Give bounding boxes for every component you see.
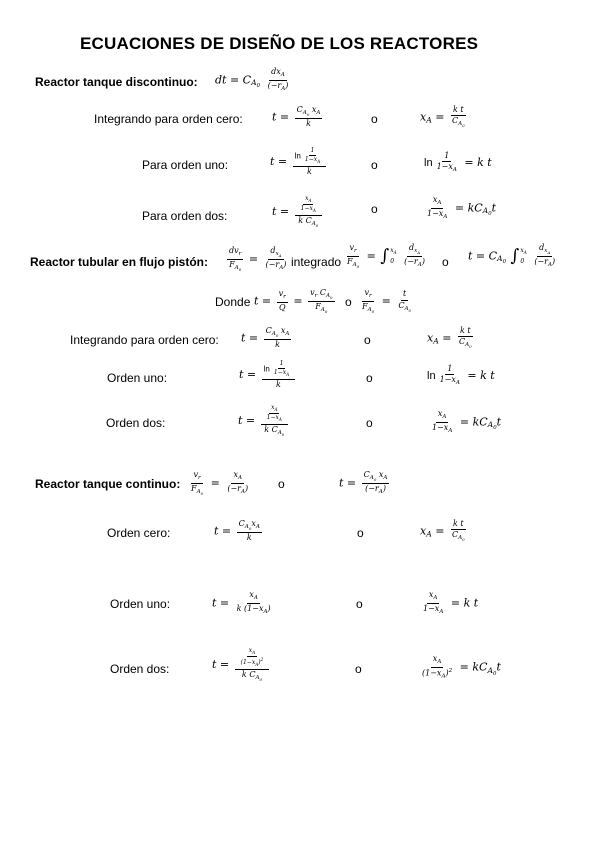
cstr-zero-or: o <box>357 526 364 540</box>
cstr-design-equation: $\frac{v_r}{F_{A_0}}$ = $\frac{x_A}{(-r_A)}$ <box>191 470 249 496</box>
batch-second-order-conversion: $\frac{x_A}{1-x_A}$ = $kC_{A_0}t$ <box>427 195 497 220</box>
batch-zero-or: o <box>371 112 378 126</box>
page-title: ECUACIONES DE DISEÑO DE LOS REACTORES <box>80 34 479 53</box>
pfr-second-order-time: t = $\frac{\frac{x_A}{1-x_A}}{k C_{A_0}}$ <box>238 405 290 437</box>
batch-first-order-time: t = ln $\frac{1}{1-x_A}$ k <box>270 148 328 176</box>
batch-heading: Reactor tanque discontinuo: <box>35 75 198 89</box>
batch-second-or: o <box>371 202 378 216</box>
batch-first-or: o <box>371 158 378 172</box>
batch-second-order-time: t = $\frac{\frac{x_A}{1-x_A}}{k C_{A_0}}$ <box>272 196 324 228</box>
cstr-first-or: o <box>356 597 363 611</box>
pfr-zero-order-time: t = $\frac{C_{A_0} x_A}{k}$ <box>241 326 290 350</box>
pfr-second-order-label: Orden dos: <box>106 416 166 430</box>
cstr-or: o <box>278 477 285 491</box>
pfr-zero-order-label: Integrando para orden cero: <box>70 333 219 347</box>
cstr-second-or: o <box>355 662 362 676</box>
pfr-first-order-conversion: ln $\frac{1}{1-x_A}$ = k t <box>427 364 495 387</box>
pfr-heading: Reactor tubular en flujo pistón: <box>30 255 209 269</box>
cstr-second-order-time: t = $\frac{\frac{x_A}{(1-x_A)^2}}{k C_{A_0}}$ <box>212 648 271 682</box>
pfr-integral-volume: $\frac{v_r}{F_{A_0}}$ = ∫ $x_A$ 0 $d_{x_A}$ $(-r_A)$ <box>347 243 425 269</box>
pfr-zero-order-conversion: $x_A$ = $\frac{\text{k t}}{C_{A_0}}$ <box>427 326 472 350</box>
pfr-where-or: o <box>345 295 352 309</box>
pfr-first-order-label: Orden uno: <box>107 371 168 385</box>
batch-first-order-label: Para orden uno: <box>142 158 229 172</box>
batch-zero-order-conversion: $x_A$ = $\frac{\text{k t}}{C_{A_0}}$ <box>420 105 465 129</box>
pfr-residence-time: t = $\frac{v_r}{Q}$ = $\frac{v_r C_{A_0}}{F_{A_0}}$ <box>254 288 333 315</box>
batch-second-order-label: Para orden dos: <box>142 209 228 223</box>
cstr-zero-order-time: t = $\frac{C_{A_0}x_A}{k}$ <box>214 519 260 543</box>
pfr-first-or: o <box>366 371 373 385</box>
pfr-space-time-relation: $\frac{v_r}{F_{A_0}}$ = $\frac{t}{C_{A_0}}$ <box>362 288 411 314</box>
cstr-zero-order-label: Orden cero: <box>107 526 171 540</box>
pfr-zero-or: o <box>364 333 371 347</box>
pfr-second-or: o <box>366 416 373 430</box>
cstr-second-order-conversion: $\frac{x_A}{(1-x_A)^2}$ = $kC_{A_0}t$ <box>422 654 501 680</box>
cstr-second-order-label: Orden dos: <box>110 662 170 676</box>
pfr-where-word: Donde <box>215 295 251 309</box>
cstr-heading: Reactor tanque continuo: <box>35 477 181 491</box>
batch-zero-order-time: t = $\frac{C_{A_0} x_A}{k}$ <box>272 105 321 129</box>
pfr-or: o <box>442 255 449 269</box>
batch-design-equation: dt = $C_{A_0}$ $dx_A$ $(-r_A)$ <box>215 67 289 92</box>
batch-zero-order-label: Integrando para orden cero: <box>94 112 243 126</box>
cstr-first-order-conversion: $\frac{x_A}{1-x_A}$ = k t <box>423 590 479 615</box>
cstr-first-order-time: t = $\frac{x_A}{k (1-x_A)}$ <box>212 590 271 615</box>
pfr-second-order-conversion: $\frac{x_A}{1-x_A}$ = $kC_{A_0}t$ <box>432 409 502 434</box>
batch-first-order-conversion: ln $\frac{1}{1-x_A}$ = k t <box>424 151 492 174</box>
pfr-differential-equation: $dv_r$ $F_{A_0}$ = $d_{x_A}$ $(-r_A)$ <box>229 246 287 272</box>
pfr-integral-time: $t = C_{A_0}$ ∫ $x_A$ 0 $d_{x_A}$ $(-r_A)$ <box>468 243 556 269</box>
pfr-integrated-word: integrado <box>291 255 342 269</box>
cstr-first-order-label: Orden uno: <box>110 597 171 611</box>
cstr-zero-order-conversion: $x_A$ = $\frac{\text{k t}}{C_{A_0}}$ <box>420 519 465 543</box>
cstr-time-equation: t = $\frac{C_{A_0} x_A}{(-r_A)}$ <box>339 470 388 496</box>
pfr-first-order-time: t = ln $\frac{1}{1-x_A}$ k <box>239 361 297 389</box>
